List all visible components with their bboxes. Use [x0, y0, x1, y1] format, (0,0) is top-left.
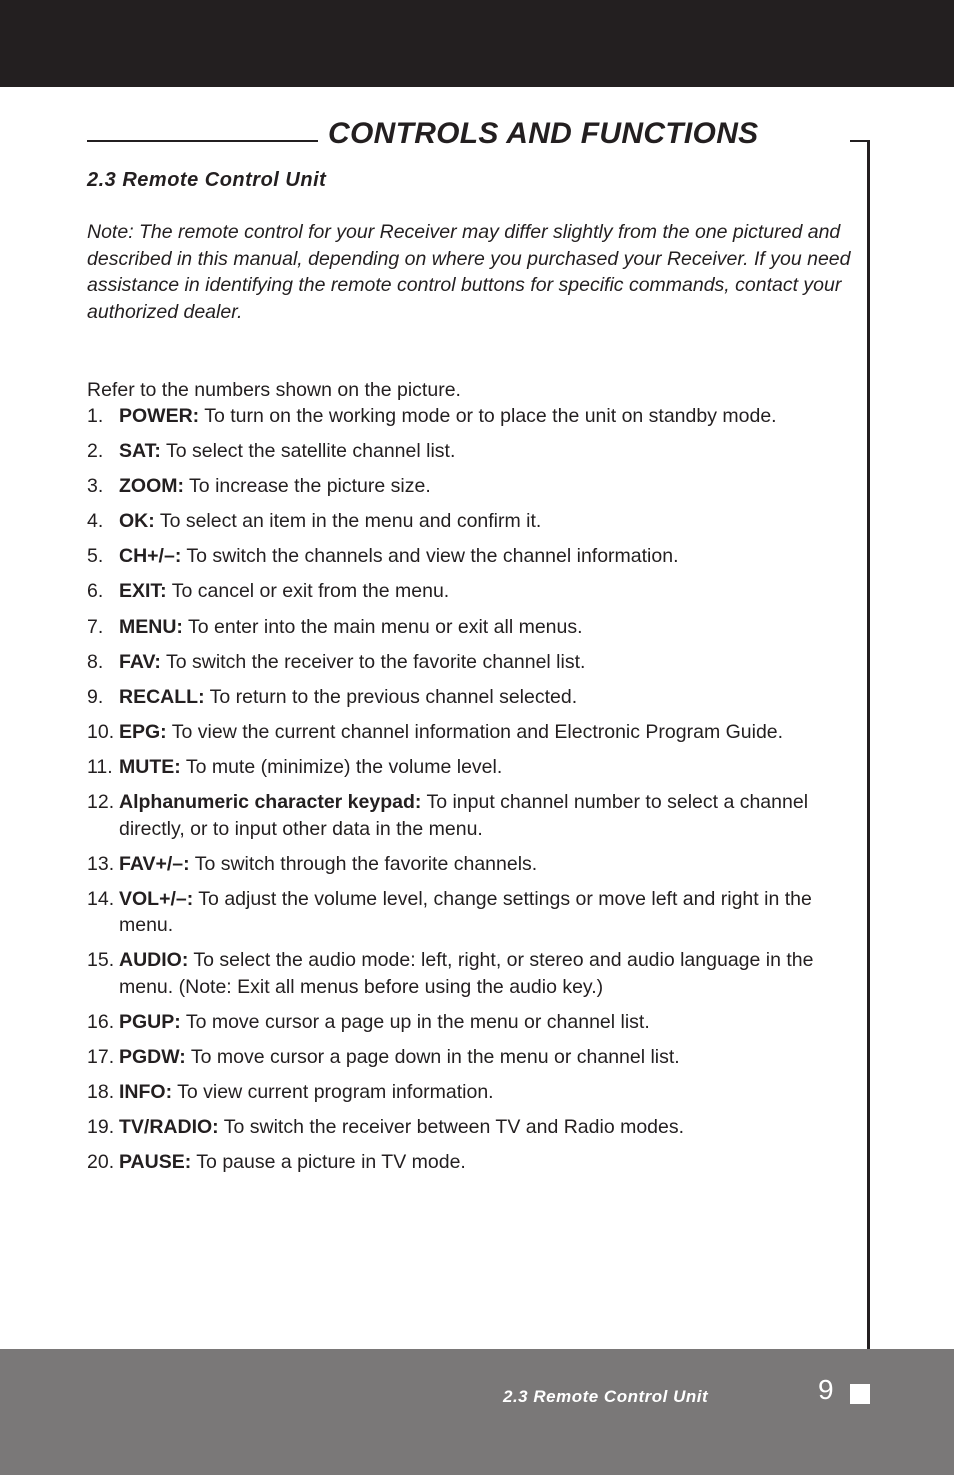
- item-number: 20.: [87, 1151, 115, 1174]
- footer-bar: [0, 1349, 954, 1475]
- item-term: PGDW:: [119, 1046, 186, 1068]
- item-description: To move cursor a page down in the menu or channel list.: [185, 1046, 680, 1068]
- item-term: PGUP:: [119, 1010, 181, 1033]
- list-item: [87, 684, 857, 711]
- list-item: [87, 1149, 857, 1176]
- list-item: [87, 1079, 857, 1106]
- list-item: [87, 403, 857, 430]
- list-item: [87, 947, 857, 1000]
- item-number: 1.: [87, 405, 104, 427]
- item-term: EPG:: [119, 720, 167, 743]
- intro-text: Refer to the numbers shown on the picture.: [87, 379, 461, 401]
- list-item: [87, 789, 857, 842]
- item-description: To switch the receiver to the favorite channel list.: [160, 650, 586, 673]
- item-number: 3.: [87, 475, 104, 498]
- list-item: [87, 719, 857, 746]
- list-item: [87, 508, 857, 535]
- item-number: 14.: [87, 887, 115, 910]
- list-item: [87, 614, 857, 641]
- item-term: RECALL:: [119, 685, 205, 708]
- item-number: 18.: [87, 1081, 115, 1104]
- item-description: To turn on the working mode or to place the unit on standby mode.: [199, 405, 777, 427]
- item-description: To view current program information.: [172, 1081, 494, 1104]
- item-term: AUDIO:: [119, 949, 189, 972]
- item-number: 8.: [87, 650, 104, 673]
- item-term: PAUSE:: [119, 1151, 192, 1174]
- item-number: 19.: [87, 1116, 115, 1139]
- item-term: FAV:: [119, 650, 161, 673]
- note-paragraph: Note: The remote control for your Receiver may differ slightly from the one pictured and described in this manual, depending on where you purchased your Receiver. If you need assistance in identifying the remote control buttons for specific commands, contact your authorized dealer.: [87, 221, 851, 323]
- page-number: 9: [818, 1374, 834, 1405]
- item-term: POWER:: [119, 405, 200, 427]
- section-title: CONTROLS AND FUNCTIONS: [328, 117, 759, 150]
- subsection-title: 2.3 Remote Control Unit: [87, 169, 327, 191]
- list-item: [87, 1009, 857, 1036]
- item-description: To view the current channel information and Electronic Program Guide.: [166, 720, 784, 743]
- item-description: To adjust the volume level, change settings or move left and right in the menu.: [119, 887, 812, 937]
- item-number: 17.: [87, 1046, 115, 1068]
- list-item: [87, 649, 857, 676]
- list-item: [87, 578, 857, 605]
- item-number: 6.: [87, 580, 104, 603]
- item-number: 4.: [87, 510, 104, 533]
- item-number: 5.: [87, 545, 104, 568]
- item-description: To return to the previous channel selected.: [204, 685, 578, 708]
- function-list: [87, 403, 857, 1184]
- item-term: MENU:: [119, 615, 183, 638]
- item-term: TV/RADIO:: [119, 1116, 219, 1139]
- item-term: ZOOM:: [119, 475, 184, 498]
- item-description: To pause a picture in TV mode.: [191, 1151, 466, 1174]
- list-item: [87, 473, 857, 500]
- item-number: 10.: [87, 720, 115, 743]
- item-number: 11.: [87, 755, 113, 778]
- item-term: OK:: [119, 510, 155, 533]
- item-term: INFO:: [119, 1081, 173, 1104]
- item-term: SAT:: [119, 440, 161, 463]
- item-description: To enter into the main menu or exit all menus.: [182, 615, 583, 638]
- item-number: 9.: [87, 685, 104, 708]
- item-description: To switch through the favorite channels.: [189, 852, 538, 875]
- item-description: To input channel number to select a channel directly, or to input other data in the menu.: [119, 791, 809, 840]
- item-number: 12.: [87, 791, 115, 814]
- list-item: [87, 1044, 857, 1071]
- item-term: EXIT:: [119, 580, 167, 603]
- item-description: To mute (minimize) the volume level.: [180, 755, 503, 778]
- item-term: Alphanumeric character keypad:: [119, 791, 422, 814]
- list-item: [87, 886, 857, 939]
- page-edge-line: [867, 140, 870, 1350]
- item-description: To increase the picture size.: [183, 475, 431, 498]
- item-number: 7.: [87, 615, 104, 638]
- footer-section-label: 2.3 Remote Control Unit: [503, 1387, 709, 1406]
- page-marker-square: [850, 1384, 870, 1404]
- title-rule-left: [87, 140, 318, 142]
- item-number: 15.: [87, 949, 115, 972]
- item-description: To switch the receiver between TV and Radio modes.: [218, 1116, 685, 1139]
- item-description: To move cursor a page up in the menu or channel list.: [180, 1010, 650, 1033]
- list-item: [87, 438, 857, 465]
- item-number: 2.: [87, 440, 104, 463]
- list-item: [87, 1114, 857, 1141]
- item-term: MUTE:: [119, 755, 181, 778]
- item-term: CH+/–:: [119, 545, 182, 568]
- item-description: To select the satellite channel list.: [160, 440, 456, 463]
- item-description: To select an item in the menu and confirm it.: [154, 510, 542, 533]
- list-item: [87, 754, 857, 781]
- item-term: VOL+/–:: [119, 887, 194, 910]
- list-item: [87, 851, 857, 878]
- item-term: FAV+/–:: [119, 852, 190, 875]
- item-number: 13.: [87, 852, 115, 875]
- item-description: To select the audio mode: left, right, or stereo and audio language in the menu. (Note: Exit all menus before using the audio key.): [119, 949, 814, 998]
- header-bar: [0, 0, 954, 87]
- item-description: To switch the channels and view the channel information.: [181, 545, 679, 568]
- item-number: 16.: [87, 1010, 115, 1033]
- item-description: To cancel or exit from the menu.: [166, 580, 450, 603]
- list-item: [87, 543, 857, 570]
